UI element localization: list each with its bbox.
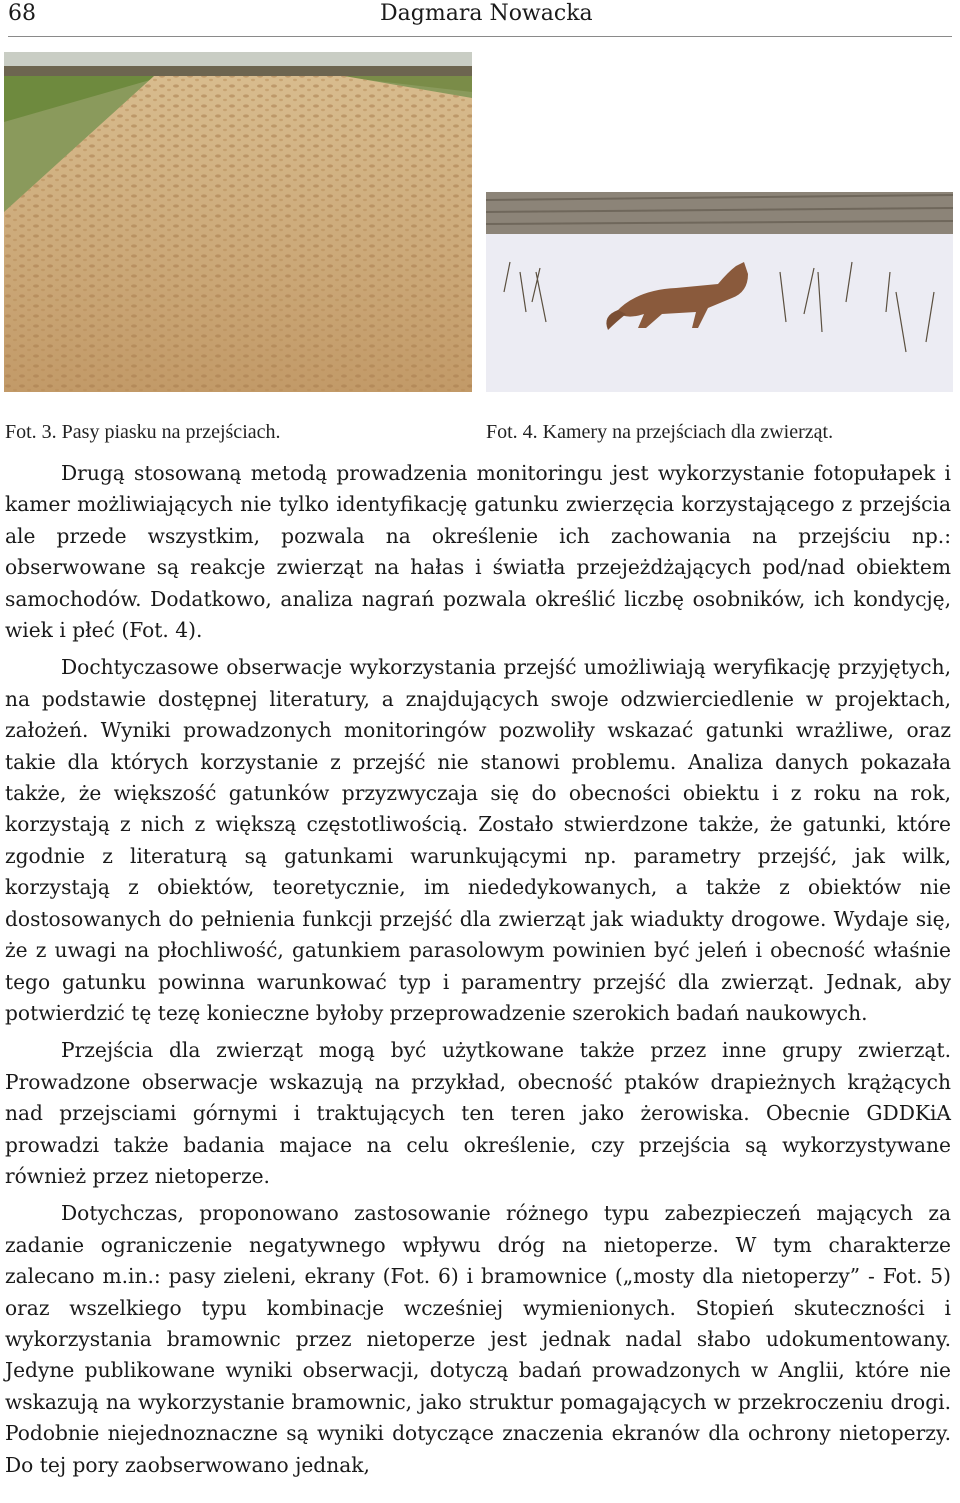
running-head-author: Dagmara Nowacka [380, 1, 593, 26]
page-number: 68 [8, 1, 36, 26]
paragraph-2: Dochtyczasowe obserwacje wykorzystania przejść umożliwiają weryfikację przyjętych, na podstawie dostępnej literatury, a znajdujących swoje odzwierciedlenie w projektach, założeń. Wyniki prowadzonych monitoringów pozwoliły wskazać gatunki wrażliwe, oraz takie dla których korzystanie z przejść nie stanowi problemu. Analiza danych pokazała także, że większość gatunków przyzwyczaja się do obecności obiektu i z roku na rok, korzystają z nich z większą częstotliwością. Zostało stwierdzone także, że gatunki, które zgodnie z literaturą są gatunkami warunkującymi np. parametry przejść, jak wilk, korzystają z obiektów, teoretycznie, im niededykowanych, a także z obiektów nie dostosowanych do pełnienia funkcji przejść dla zwierząt jak wiadukty drogowe. Wydaje się, że z uwagi na płochliwość, gatunkiem parasolowym powinien być jeleń i obecność właśnie tego gatunku powinna warunkować typ i paramentry przejść dla zwierząt. Jednak, aby potwierdzić tę tezę konieczne byłoby przeprowadzenie szerokich badań naukowych. [5, 655, 951, 1025]
header-rule [8, 36, 952, 37]
paragraph-3: Przejścia dla zwierząt mogą być użytkowane także przez inne grupy zwierząt. Prowadzone obserwacje wskazują na przykład, obecność ptaków drapieżnych krążących nad przejsciami górnymi i traktujących ten teren jako żerowiska. Obecnie GDDKiA prowadzi także badania majace na celu określenie, czy przejścia są wykorzystywane również przez nietoperze. [5, 1038, 951, 1188]
body-text [5, 458, 951, 1487]
photo-sand-strips [4, 52, 472, 392]
caption-fot-4: Fot. 4. Kamery na przejściach dla zwierząt. [486, 421, 834, 443]
fox-snow-image [486, 52, 953, 392]
photo-camera-fox [486, 52, 953, 392]
caption-fot-3: Fot. 3. Pasy piasku na przejściach. [5, 421, 281, 443]
paragraph-1: Drugą stosowaną metodą prowadzenia monitoringu jest wykorzystanie fotopułapek i kamer możliwiających nie tylko identyfikację gatunku zwierzęcia korzystającego z przejścia ale przede wszystkim, pozwala na określenie ich zachowania na przejściu np.: obserwowane są reakcje zwierząt na hałas i światła przejeżdżających pod/nad obiektem samochodów. Dodatkowo, analiza nagrań pozwala określić liczbę osobników, ich kondycję, wiek i płeć (Fot. 4). [5, 461, 951, 643]
page-header [0, 0, 960, 34]
paragraph-4: Dotychczas, proponowano zastosowanie różnego typu zabezpieczeń mających za zadanie ograniczenie negatywnego wpływu dróg na nietoperze. W tym charakterze zalecano m.in.: pasy zieleni, ekrany (Fot. 6) i bramownice („mosty dla nietoperzy” - Fot. 5) oraz wszelkiego typu kombinacje wcześniej wymienionych. Stopień skuteczności i wykorzystania bramownic przez nietoperze jest jednak nadal słabo udokumentowany. Jedyne publikowane wyniki obserwacji, dotyczą badań prowadzonych w Anglii, które nie wskazują na wykorzystanie bramownic, jako struktur pomagających w przekroczeniu drogi. Podobnie niejednoznaczne są wyniki dotyczące znaczenia ekranów dla ochrony nietoperzy. Do tej pory zaobserwowano jednak, [5, 1201, 951, 1477]
sand-path-image [4, 52, 472, 392]
